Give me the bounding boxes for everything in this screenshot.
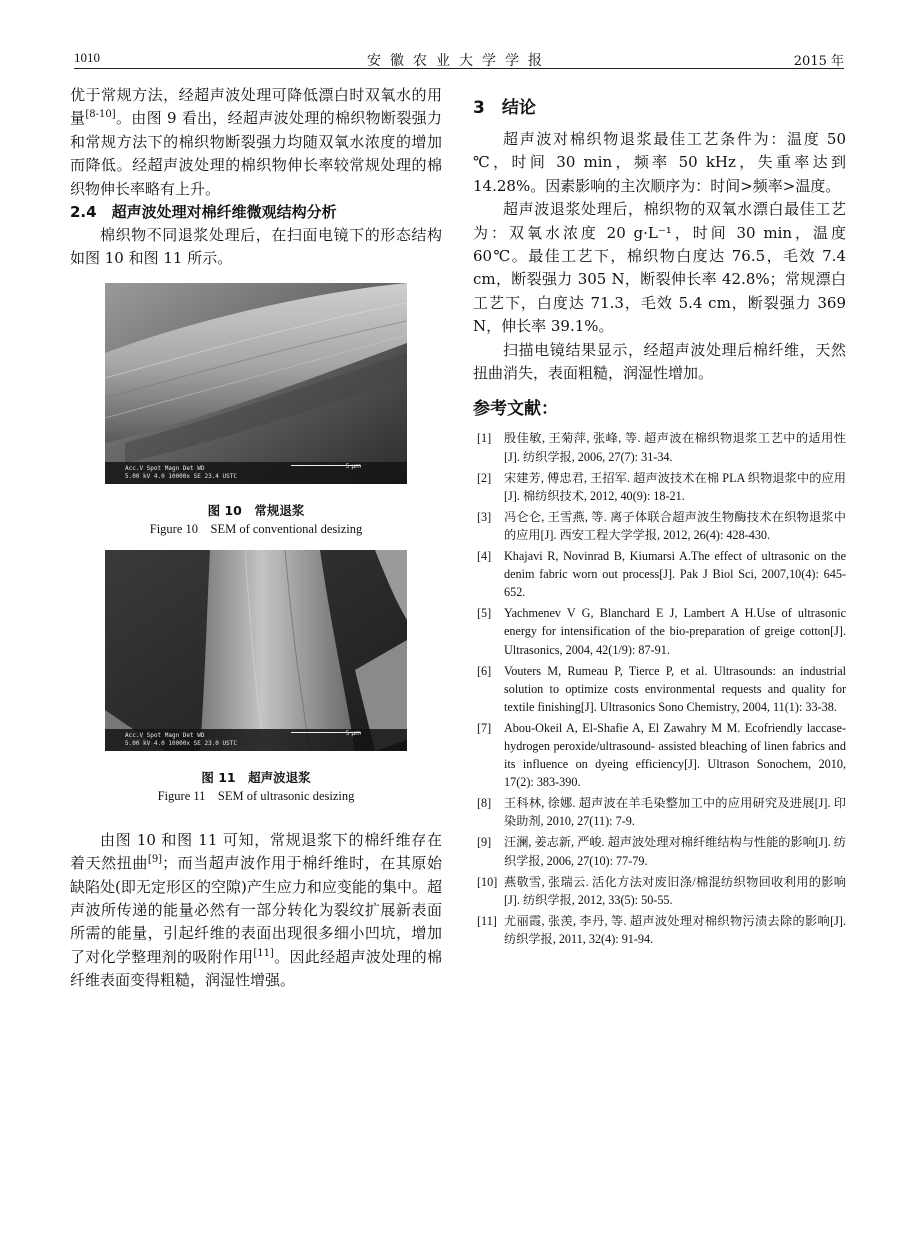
year: 2015 年: [793, 54, 844, 69]
scale-label: 5 μm: [345, 462, 361, 470]
figure-11-caption-cn: 图 11 超声波退浆: [201, 769, 311, 785]
reference-item: [5] Yachmenev V G, Blanchard E J, Lambert A H.Use of ultrasonic energy for intensification of the bio-preparation of greige cotton[J]. Ultrasonics, 2004, 42(1/9): 87-91.: [477, 606, 846, 657]
reference-item: [7] Abou-Okeil A, El-Shafie A, El Zawahry M M. Ecofriendly laccase-hydrogen peroxide/ultrasound- assisted bleaching of linen fabrics and its influence on dyeing efficiency[J]. Ultrason Sonochem, 2010, 17(2): 383-390.: [477, 720, 846, 790]
section-3-heading: 3 结论: [473, 98, 536, 118]
figure-11-caption-en: Figure 11 SEM of ultrasonic desizing: [157, 788, 355, 803]
citation: [11]: [253, 947, 274, 959]
reference-list: [473, 429, 846, 948]
reference-item: [2] 宋建芳, 傅忠君, 王招军. 超声波技术在棉 PLA 织物退浆中的应用[J]. 棉纺织技术, 2012, 40(9): 18-21.: [477, 470, 846, 503]
paragraph-left-3: 由图 10 和图 11 可知，常规退浆下的棉纤维存在着天然扭曲[9]；而当超声波作用于棉纤维时，在其原始缺陷处(即无定形区的空隙)产生应力和应变能的集中。超声波所传递的能量必然有一部分转化为裂纹扩展新表面所需的能量，引起纤维的表面出现很多细小凹坑，增加了对化学整理剂的吸附作用[11]。因此经超声波处理的棉纤维表面变得粗糙，润湿性增强。: [70, 830, 442, 990]
section-2-4-heading: 2.4 超声波处理对棉纤维微观结构分析: [70, 203, 337, 222]
reference-item: [10] 燕敬雪, 张瑞云. 活化方法对废旧涤/棉混纺织物回收利用的影响[J]. 纺织学报, 2012, 33(5): 50-55.: [477, 874, 846, 907]
figure-11: [70, 550, 442, 805]
paragraph-right-2: 超声波退浆处理后，棉织物的双氧水漂白最佳工艺为：双氧水浓度 20 g·L⁻¹，时间 30 min，温度 60℃。最佳工艺下，棉织物白度达 76.5，毛效 7.4 cm，断裂强力 305 N，断裂伸长率 42.8%；常规漂白工艺下，白度达 71.3，毛效 5.4 cm，断裂强力 369 N，伸长率 39.1%。: [473, 200, 846, 336]
right-column: [473, 84, 846, 951]
reference-item: [9] 汪澜, 姜志新, 严峻. 超声波处理对棉纤维结构与性能的影响[J]. 纺织学报, 2006, 27(10): 77-79.: [477, 835, 846, 868]
figure-10: [70, 283, 442, 538]
sem-databar: Acc.V Spot Magn Det WD 5.00 kV 4.0 10000x SE 23.4 USTC: [105, 462, 407, 484]
journal-title: 安徽农业大学学报: [367, 53, 551, 69]
paragraph-left-2: 棉织物不同退浆处理后，在扫面电镜下的形态结构如图 10 和图 11 所示。: [70, 226, 442, 268]
references-heading: 参考文献：: [473, 399, 558, 420]
reference-item: [1] 殷佳敏, 王菊萍, 张峰, 等. 超声波在棉织物退浆工艺中的适用性[J]. 纺织学报, 2006, 27(7): 31-34.: [477, 431, 846, 464]
left-column: [70, 84, 442, 993]
reference-item: [6] Vouters M, Rumeau P, Tierce P, et al. Ultrasounds: an industrial solution to optimize costs environmental requests and quality for textile finishing[J]. Ultrasonics Sono Chemistry, 2004, 11(1): 33-38.: [477, 663, 846, 714]
reference-item: [4] Khajavi R, Novinrad B, Kiumarsi A.The effect of ultrasonic on the denim fabric worn out process[J]. Pak J Biol Sci, 2007,10(4): 645-652.: [477, 549, 846, 600]
sem-image-conventional: [105, 283, 407, 484]
citation: [9]: [147, 854, 163, 866]
reference-item: [11] 尤丽霞, 张羡, 李丹, 等. 超声波处理对棉织物污渍去除的影响[J]. 纺织学报, 2011, 32(4): 91-94.: [477, 913, 846, 946]
sem-databar: Acc.V Spot Magn Det WD 5.00 kV 4.0 10000x SE 23.0 USTC: [105, 729, 407, 751]
citation: [8-10]: [85, 109, 116, 121]
paragraph-right-1: 超声波对棉织物退浆最佳工艺条件为：温度 50 ℃，时间 30 min，频率 50 kHz，失重率达到 14.28%。因素影响的主次顺序为：时间>频率>温度。: [473, 130, 846, 195]
sem-image-ultrasonic: [105, 550, 407, 751]
figure-10-caption-en: Figure 10 SEM of conventional desizing: [149, 521, 363, 536]
paragraph-right-3: 扫描电镜结果显示，经超声波处理后棉纤维，天然扭曲消失，表面粗糙，润湿性增加。: [473, 340, 846, 383]
paragraph-left-1: 优于常规方法，经超声波处理可降低漂白时双氧水的用量[8-10]。由图 9 看出，经超声波处理的棉织物断裂强力和常规方法下的棉织物断裂强力均随双氧水浓度的增加而降低。经超声波处理的棉织物伸长率较常规处理的棉织物伸长率略有上升。: [70, 86, 442, 198]
scale-label: 5 μm: [345, 729, 361, 737]
reference-item: [8] 王科林, 徐娜. 超声波在羊毛染整加工中的应用研究及进展[J]. 印染助剂, 2010, 27(11): 7-9.: [477, 796, 846, 829]
reference-item: [3] 冯仑仑, 王雪燕, 等. 离子体联合超声波生物酶技术在织物退浆中的应用[J]. 西安工程大学学报, 2012, 26(4): 428-430.: [477, 509, 846, 542]
page-number: 1010: [74, 50, 100, 65]
running-header: [74, 50, 844, 69]
figure-10-caption-cn: 图 10 常规退浆: [207, 502, 305, 518]
